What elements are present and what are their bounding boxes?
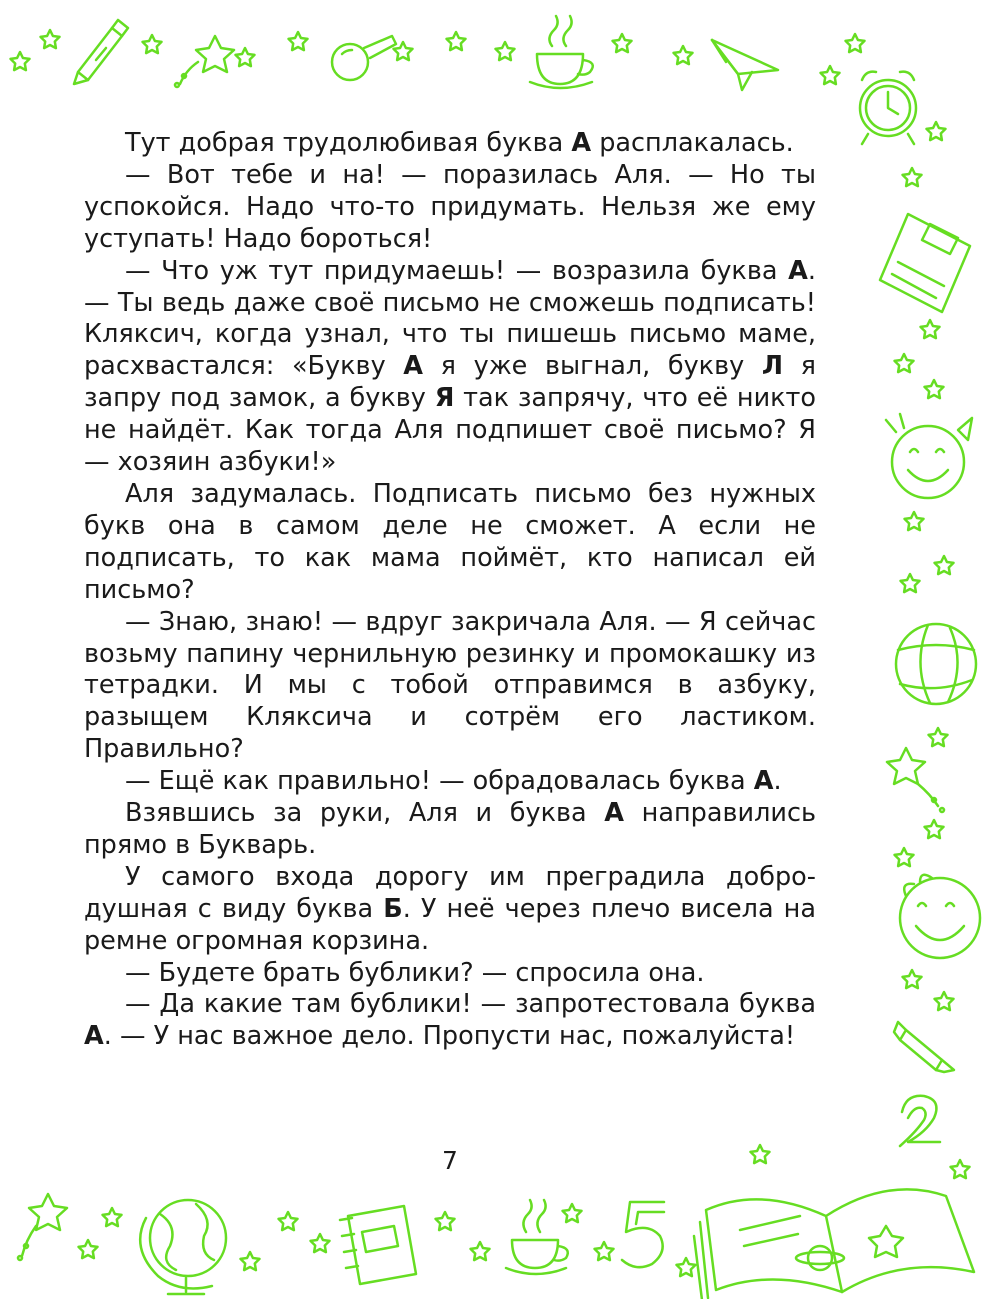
star-icon [921,320,940,338]
ball-icon [896,624,976,704]
story-text [84,128,816,1053]
highlighted-letter: Л [761,351,784,382]
page-number: 7 [442,1146,458,1175]
highlighted-letter: Я [434,383,455,414]
star-icon [595,1242,614,1260]
star-icon [311,1234,330,1252]
story-paragraph: — Вот тебе и на! — поразилась Аля. — Но ты успокойся. Надо что-то придумать. Нельзя же ему уступать! Надо бороться! [84,159,816,254]
pen-icon [894,1022,954,1072]
story-paragraph: — Знаю, знаю! — вдруг закричала Аля. — Я сейчас возьму папину чернильную резинку и промокашку из тетрадки. И мы с тобой отправимся в азбуку, разыщем Кляксича и сотрём его ластиком. Правильно? [84,606,816,765]
shooting-star-icon [175,36,234,87]
star-icon [903,168,922,186]
highlighted-letter: А [571,128,592,158]
star-icon [846,34,865,52]
star-icon [41,30,60,48]
star-icon [925,380,944,398]
cup-icon [530,16,593,88]
shooting-star-icon [18,1194,67,1260]
pen-icon [74,20,128,84]
digit-five-icon [622,1202,664,1267]
star-icon [925,820,944,838]
notebook-icon [340,1206,416,1284]
star-icon [471,1242,490,1260]
star-icon [927,122,946,140]
magnifier-icon [332,36,396,80]
alarm-clock-icon [860,72,916,144]
open-book-icon [694,1189,974,1299]
star-icon [103,1208,122,1226]
star-icon [895,848,914,866]
story-paragraph: — Да какие там бублики! — запротестовала буква А. — У нас важное дело. Пропусти нас, пожалуйста! [84,989,816,1052]
star-icon [905,512,924,530]
star-icon [436,1212,455,1230]
story-paragraph: Тут добрая трудолюбивая буква А расплакалась. [125,128,794,158]
star-icon [79,1240,98,1258]
paper-plane-icon [712,40,778,90]
digit-two-icon [900,1096,940,1146]
highlighted-letter: А [604,798,625,829]
highlighted-letter: Б [383,893,403,924]
star-icon [563,1204,582,1222]
star-icon [447,32,466,50]
cup-icon [506,1200,568,1274]
highlighted-letter: А [788,255,808,286]
star-icon [677,1258,696,1276]
story-paragraph: Взявшись за руки, Аля и буква А направились прямо в Букварь. [84,798,816,860]
story-paragraph: Аля задумалась. Подписать письмо без нужных букв она в самом деле не сможет. А если не подписать, то как мама поймёт, кто написал ей письмо? [84,478,816,605]
star-icon [241,1252,260,1270]
note-paper-icon [880,214,970,312]
story-paragraph: У самого входа дорогу им преградила добродушная с виду буква Б. У неё через плечо висела на ремне огромная корзина. [84,861,816,956]
star-icon [951,1160,970,1178]
smiley-icon [900,875,980,958]
star-icon [496,42,515,60]
smiley-icon [886,414,972,498]
star-icon [929,728,948,746]
star-icon [613,34,632,52]
star-icon [935,556,954,574]
star-icon [935,992,954,1010]
story-paragraph: — Будете брать бублики? — спросила она. [125,957,705,988]
star-icon [901,574,920,592]
highlighted-letter: А [84,1021,104,1052]
star-icon [279,1212,298,1230]
highlighted-letter: А [403,351,424,382]
star-icon [289,32,308,50]
highlighted-letter: А [753,766,774,797]
shooting-star-icon [887,748,944,812]
star-icon [674,46,693,64]
story-paragraph: — Ещё как правильно! — обрадовалась буква А. [125,766,782,797]
star-icon [143,35,162,53]
star-icon [821,66,840,84]
star-icon [11,52,30,70]
globe-icon [140,1200,226,1294]
star-icon [903,970,922,988]
star-icon [236,48,255,66]
star-icon [895,354,914,372]
story-paragraph: — Что уж тут придумаешь! — возразила буква А. — Ты ведь даже своё письмо не сможешь подписать! Кляксич, когда узнал, что ты пишешь письмо маме, расхвастался: «Букву А я уже выгнал, букву Л я запру под замок, а букву Я так запрячу, что её никто не найдёт. Как тогда Аля подпишет своё письмо? Я — хозяин азбуки!» [84,255,816,478]
